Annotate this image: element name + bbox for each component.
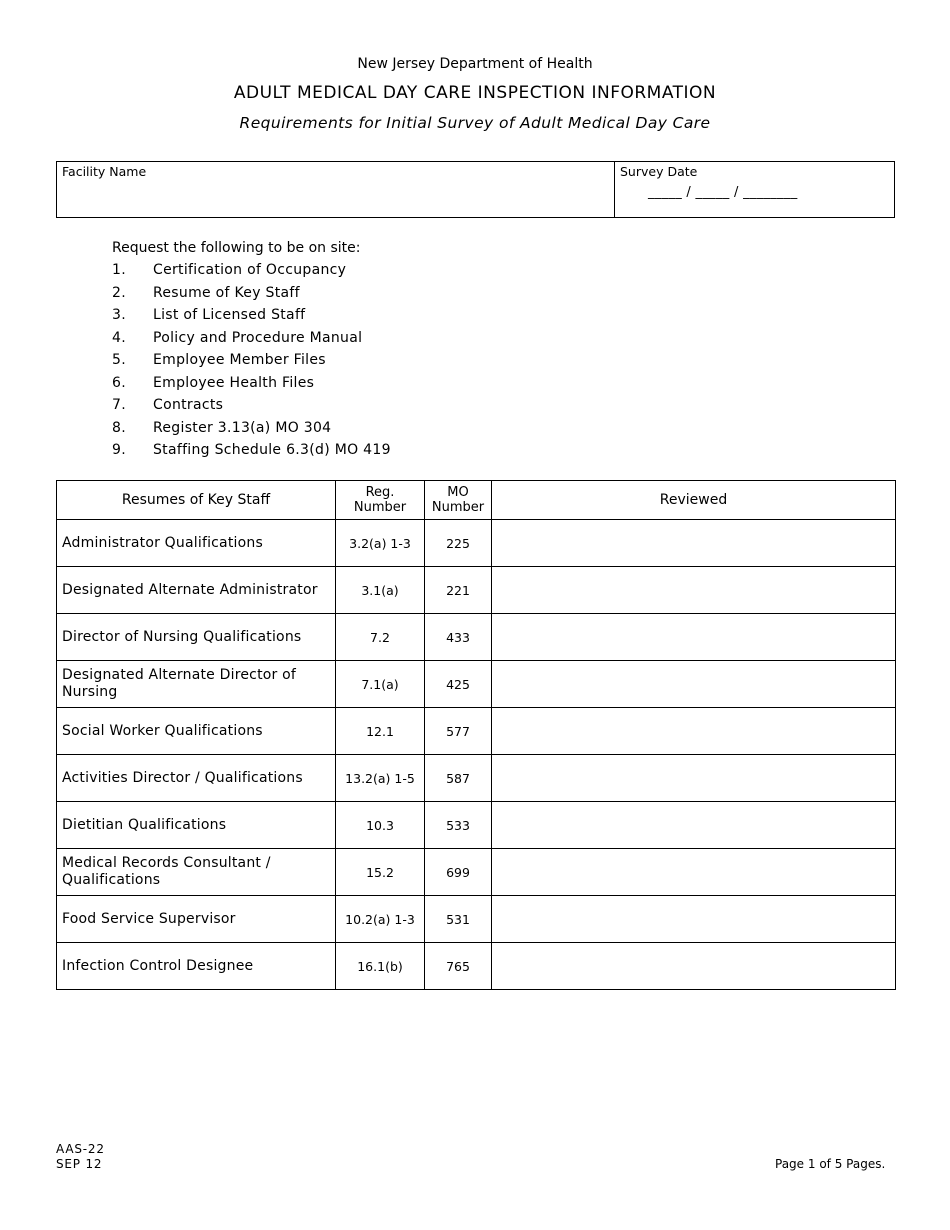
- reviewed-cell[interactable]: [492, 708, 896, 755]
- list-item-number: 3.: [112, 307, 126, 323]
- reg-number-cell: 3.2(a) 1-3: [336, 520, 425, 567]
- table-row: [57, 567, 896, 614]
- list-item: [112, 282, 360, 305]
- list-item-text: Contracts: [153, 397, 224, 413]
- reviewed-cell[interactable]: [492, 802, 896, 849]
- survey-date-field[interactable]: [615, 162, 894, 217]
- staff-item-name: Designated Alternate Administrator: [57, 567, 336, 614]
- table-row: [57, 896, 896, 943]
- reviewed-cell[interactable]: [492, 943, 896, 990]
- mo-number-cell: 531: [425, 896, 492, 943]
- survey-date-label: Survey Date: [620, 164, 698, 179]
- list-item-number: 2.: [112, 284, 126, 301]
- facility-name-label: Facility Name: [62, 164, 147, 179]
- facility-name-field[interactable]: [57, 162, 615, 217]
- table-row: [57, 520, 896, 567]
- reg-number-cell: 10.2(a) 1-3: [336, 896, 425, 943]
- list-item-text: List of Licensed Staff: [153, 307, 306, 323]
- table-row: [57, 849, 896, 896]
- list-item-text: Employee Member Files: [153, 352, 326, 368]
- list-item: [112, 417, 360, 440]
- list-item-text: Employee Health Files: [153, 374, 315, 391]
- reviewed-cell[interactable]: [492, 849, 896, 896]
- staff-item-name: Designated Alternate Director of Nursing: [57, 661, 336, 708]
- reviewed-cell[interactable]: [492, 661, 896, 708]
- col-header-reg-line1: Reg.: [365, 485, 395, 500]
- col-header-mo-number: [425, 481, 492, 520]
- page-number: Page 1 of 5 Pages.: [775, 1157, 886, 1171]
- reg-number-cell: 3.1(a): [336, 567, 425, 614]
- col-header-staff: Resumes of Key Staff: [57, 481, 336, 520]
- col-header-reg-line2: Number: [353, 500, 407, 515]
- list-item-number: 8.: [112, 419, 126, 436]
- table-row: [57, 943, 896, 990]
- col-header-mo-line1: MO: [447, 485, 469, 500]
- reviewed-cell[interactable]: [492, 896, 896, 943]
- reviewed-cell[interactable]: [492, 520, 896, 567]
- list-item-number: 5.: [112, 352, 126, 368]
- staff-item-name: Medical Records Consultant / Qualifications: [57, 849, 336, 896]
- reg-number-cell: 7.1(a): [336, 661, 425, 708]
- list-item: [112, 327, 363, 350]
- list-item-number: 9.: [112, 442, 126, 458]
- reg-number-cell: 16.1(b): [336, 943, 425, 990]
- staff-item-name: Director of Nursing Qualifications: [57, 614, 336, 661]
- facility-info-box: [56, 161, 895, 218]
- form-revision: SEP 12: [56, 1157, 103, 1171]
- on-site-request-list: [112, 238, 391, 462]
- mo-number-cell: 425: [425, 661, 492, 708]
- agency-name: New Jersey Department of Health: [357, 56, 593, 72]
- list-item: [112, 394, 360, 417]
- list-item-text: Staffing Schedule 6.3(d) MO 419: [153, 442, 391, 458]
- mo-number-cell: 433: [425, 614, 492, 661]
- list-item-text: Certification of Occupancy: [153, 262, 347, 278]
- form-subtitle: Requirements for Initial Survey of Adult Medical Day Care: [239, 114, 711, 132]
- survey-date-blank: _____ / _____ / ________: [648, 185, 798, 200]
- list-item: [112, 439, 391, 462]
- reviewed-cell[interactable]: [492, 567, 896, 614]
- col-header-mo-line2: Number: [431, 500, 485, 515]
- request-intro: Request the following to be on site:: [112, 240, 361, 256]
- list-item-text: Register 3.13(a) MO 304: [153, 419, 332, 436]
- table-header-row: [57, 481, 896, 520]
- reg-number-cell: 15.2: [336, 849, 425, 896]
- form-code: AAS-22: [56, 1142, 105, 1156]
- list-item: [112, 349, 360, 372]
- form-identifier: [56, 1142, 105, 1172]
- mo-number-cell: 699: [425, 849, 492, 896]
- mo-number-cell: 765: [425, 943, 492, 990]
- table-row: [57, 755, 896, 802]
- reviewed-cell[interactable]: [492, 755, 896, 802]
- table-row: [57, 661, 896, 708]
- list-item-number: 6.: [112, 374, 126, 391]
- mo-number-cell: 225: [425, 520, 492, 567]
- mo-number-cell: 587: [425, 755, 492, 802]
- list-item-text: Resume of Key Staff: [153, 284, 300, 301]
- form-title: ADULT MEDICAL DAY CARE INSPECTION INFORMATION: [233, 83, 717, 103]
- reg-number-cell: 12.1: [336, 708, 425, 755]
- col-header-reviewed: Reviewed: [492, 481, 896, 520]
- mo-number-cell: 533: [425, 802, 492, 849]
- col-header-reg-number: [336, 481, 425, 520]
- table-row: [57, 802, 896, 849]
- staff-item-name: Food Service Supervisor: [57, 896, 336, 943]
- list-item: [112, 304, 360, 327]
- mo-number-cell: 221: [425, 567, 492, 614]
- table-row: [57, 708, 896, 755]
- list-item: [112, 259, 360, 282]
- staff-item-name: Administrator Qualifications: [57, 520, 336, 567]
- mo-number-cell: 577: [425, 708, 492, 755]
- reg-number-cell: 7.2: [336, 614, 425, 661]
- key-staff-table: [56, 480, 896, 990]
- table-row: [57, 614, 896, 661]
- list-item: [112, 372, 360, 395]
- reg-number-cell: 10.3: [336, 802, 425, 849]
- staff-item-name: Dietitian Qualifications: [57, 802, 336, 849]
- list-item-number: 7.: [112, 397, 126, 413]
- list-item-number: 1.: [112, 262, 126, 278]
- staff-item-name: Activities Director / Qualifications: [57, 755, 336, 802]
- reviewed-cell[interactable]: [492, 614, 896, 661]
- reg-number-cell: 13.2(a) 1-5: [336, 755, 425, 802]
- list-item-text: Policy and Procedure Manual: [153, 329, 363, 346]
- staff-item-name: Social Worker Qualifications: [57, 708, 336, 755]
- list-item-number: 4.: [112, 329, 126, 346]
- staff-item-name: Infection Control Designee: [57, 943, 336, 990]
